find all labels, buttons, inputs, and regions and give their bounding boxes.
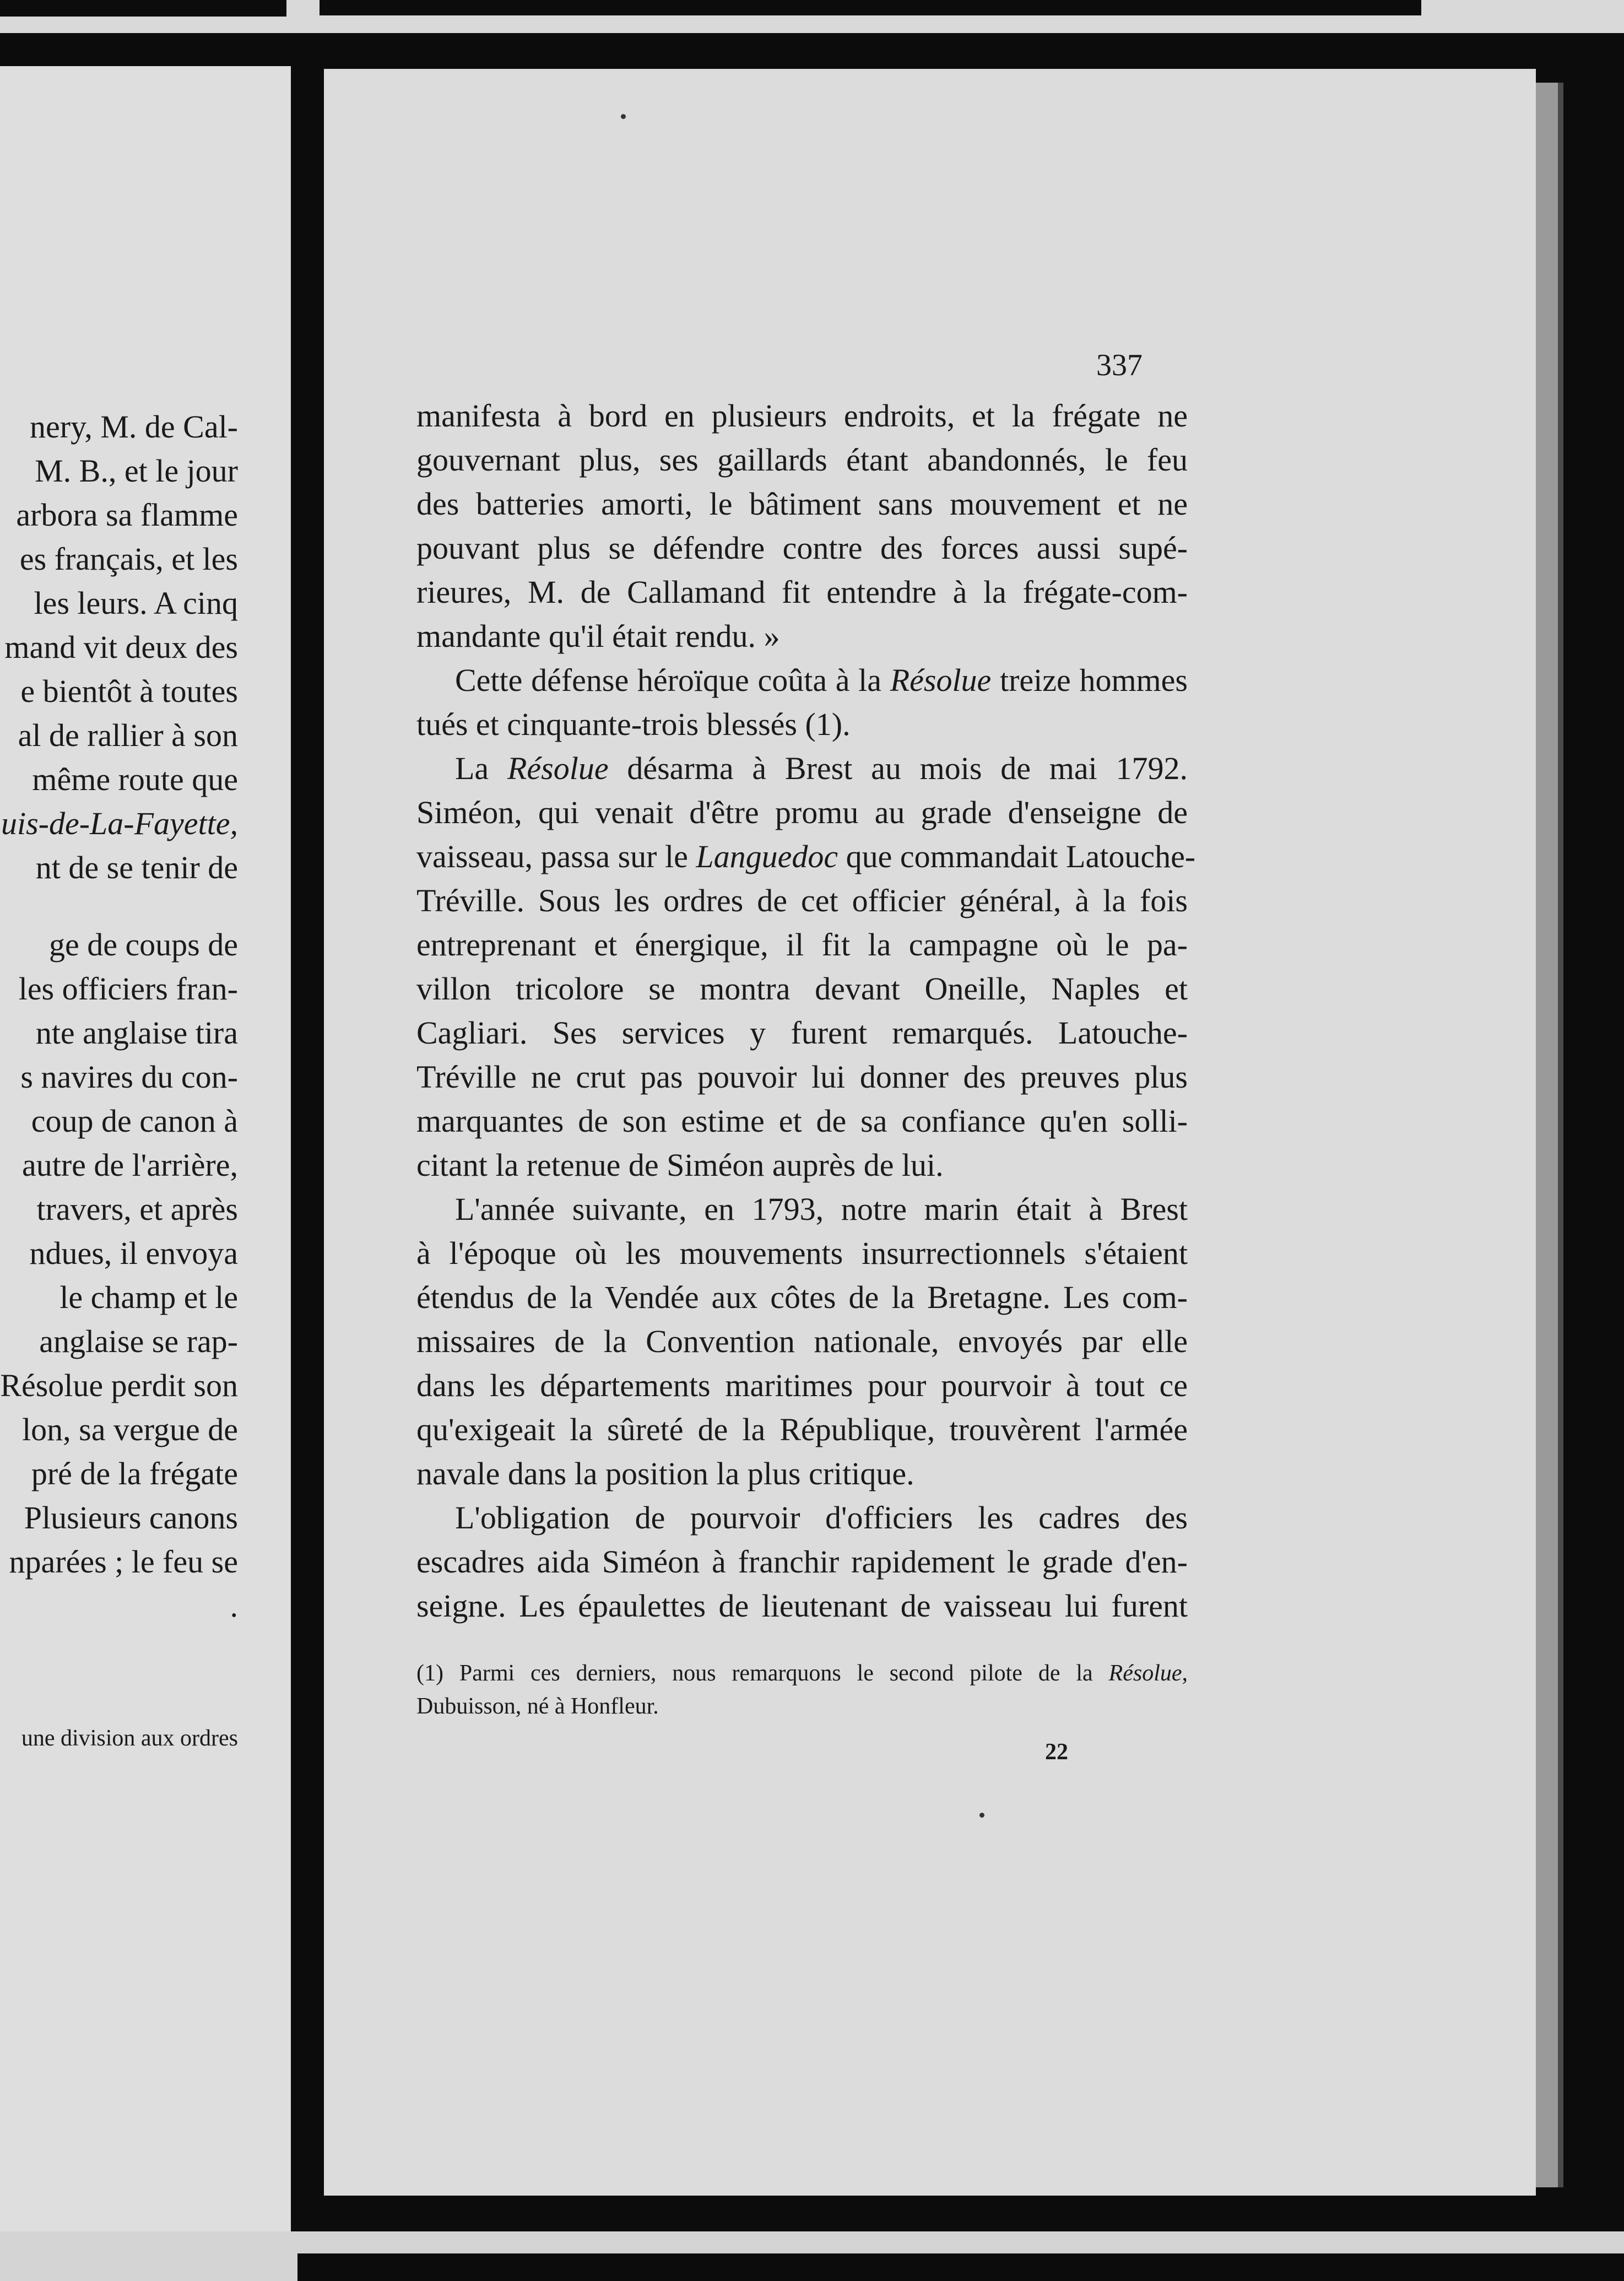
page-edge [1536, 83, 1558, 2187]
text-line: marquantes de son estime et de sa confiance qu'en solli- [416, 1103, 1188, 1139]
left-line: arbora sa flamme [16, 497, 238, 533]
page-edge-shadow [1558, 83, 1563, 2187]
scan-top-dark-2 [320, 0, 1421, 15]
text-line: L'obligation de pourvoir d'officiers les cadres des [455, 1500, 1188, 1536]
left-line: es français, et les [19, 541, 238, 577]
text-line: tués et cinquante-trois blessés (1). [416, 706, 851, 742]
text-line: La Résolue désarma à Brest au mois de mai 1792. [455, 750, 1188, 786]
footnote [416, 1657, 1188, 1723]
left-line: lon, sa vergue de [22, 1412, 238, 1447]
book-gutter [291, 55, 324, 2231]
text-line: entreprenant et énergique, il fit la campagne où le pa- [416, 927, 1188, 963]
text-line: étendus de la Vendée aux côtes de la Bretagne. Les com- [416, 1279, 1188, 1315]
left-line: Résolue perdit son [0, 1367, 238, 1403]
left-line: uis-de-La-Fayette, [1, 806, 238, 841]
text-line: citant la retenue de Siméon auprès de lui. [416, 1147, 944, 1183]
text-line: villon tricolore se montra devant Oneille, Naples et [416, 971, 1188, 1007]
text-line: pouvant plus se défendre contre des forces aussi supé- [416, 530, 1188, 566]
left-line: autre de l'arrière, [21, 1147, 238, 1183]
left-line: les officiers fran- [18, 971, 238, 1007]
text-line: Cagliari. Ses services y furent remarqués. Latouche- [416, 1015, 1188, 1051]
left-line: al de rallier à son [18, 717, 238, 753]
left-line: nery, M. de Cal- [30, 409, 238, 445]
scan-top-dark-1 [0, 0, 286, 17]
scan-top-strip [0, 0, 1624, 33]
left-line: anglaise se rap- [39, 1323, 238, 1359]
text-line: Siméon, qui venait d'être promu au grade d'enseigne de [416, 794, 1188, 830]
text-line: mandante qu'il était rendu. » [416, 618, 780, 654]
left-line: . [230, 1588, 238, 1624]
speck [621, 114, 626, 119]
left-line: e bientôt à toutes [20, 673, 238, 709]
speck [979, 1813, 984, 1818]
text-line: dans les départements maritimes pour pourvoir à tout ce [416, 1367, 1188, 1403]
left-line: mand vit deux des [4, 629, 238, 665]
left-line: nte anglaise tira [35, 1015, 238, 1051]
text-line: des batteries amorti, le bâtiment sans mouvement et ne [416, 486, 1188, 522]
left-paragraph-gap [0, 890, 238, 923]
text-line: missaires de la Convention nationale, envoyés par elle [416, 1323, 1188, 1359]
page-number: 337 [1096, 348, 1143, 382]
text-line: vaisseau, passa sur le Languedoc que commandait Latouche- [416, 839, 1196, 874]
scan-bottom-dark [297, 2253, 1624, 2281]
body-text [416, 394, 1196, 1628]
text-line: rieures, M. de Callamand fit entendre à la frégate-com- [416, 574, 1188, 610]
text-line: gouvernant plus, ses gaillards étant abandonnés, le feu [416, 442, 1188, 478]
text-line: Tréville. Sous les ordres de cet officier général, à la fois [416, 883, 1188, 918]
left-line: le champ et le [59, 1279, 238, 1315]
footnote-line: (1) Parmi ces derniers, nous remarquons le second pilote de la Résolue, [416, 1661, 1188, 1686]
text-line: à l'époque où les mouvements insurrectionnels s'étaient [416, 1235, 1188, 1271]
text-line: seigne. Les épaulettes de lieutenant de vaisseau lui furent [416, 1588, 1188, 1624]
text-line: escadres aida Siméon à franchir rapidement le grade d'en- [416, 1544, 1188, 1580]
left-line: M. B., et le jour [35, 453, 238, 489]
left-line: coup de canon à [31, 1103, 238, 1139]
text-line: L'année suivante, en 1793, notre marin était à Brest [455, 1191, 1188, 1227]
footnote-line: Dubuisson, né à Honfleur. [416, 1694, 659, 1719]
left-line: ge de coups de [48, 927, 238, 963]
left-page [0, 66, 291, 2231]
left-line: même route que [32, 761, 238, 797]
text-line: Tréville ne crut pas pouvoir lui donner des preuves plus [416, 1059, 1188, 1095]
left-footnote: une division aux ordres [21, 1726, 238, 1751]
left-line: nparées ; le feu se [9, 1544, 238, 1580]
left-line: ndues, il envoya [29, 1235, 238, 1271]
text-line: qu'exigeait la sûreté de la République, trouvèrent l'armée [416, 1412, 1188, 1447]
left-line: pré de la frégate [31, 1456, 238, 1491]
left-page-text [0, 405, 238, 1628]
signature-mark: 22 [1045, 1739, 1068, 1765]
text-line: navale dans la position la plus critique. [416, 1456, 914, 1491]
text-line: manifesta à bord en plusieurs endroits, et la frégate ne [416, 398, 1188, 434]
left-line: les leurs. A cinq [34, 585, 238, 621]
left-line: nt de se tenir de [35, 850, 238, 885]
left-line: s navires du con- [20, 1059, 238, 1095]
text-line: Cette défense héroïque coûta à la Résolue treize hommes [455, 662, 1188, 698]
left-line: Plusieurs canons [24, 1500, 238, 1536]
scan-bottom-strip [0, 2231, 1624, 2281]
left-line: travers, et après [36, 1191, 238, 1227]
